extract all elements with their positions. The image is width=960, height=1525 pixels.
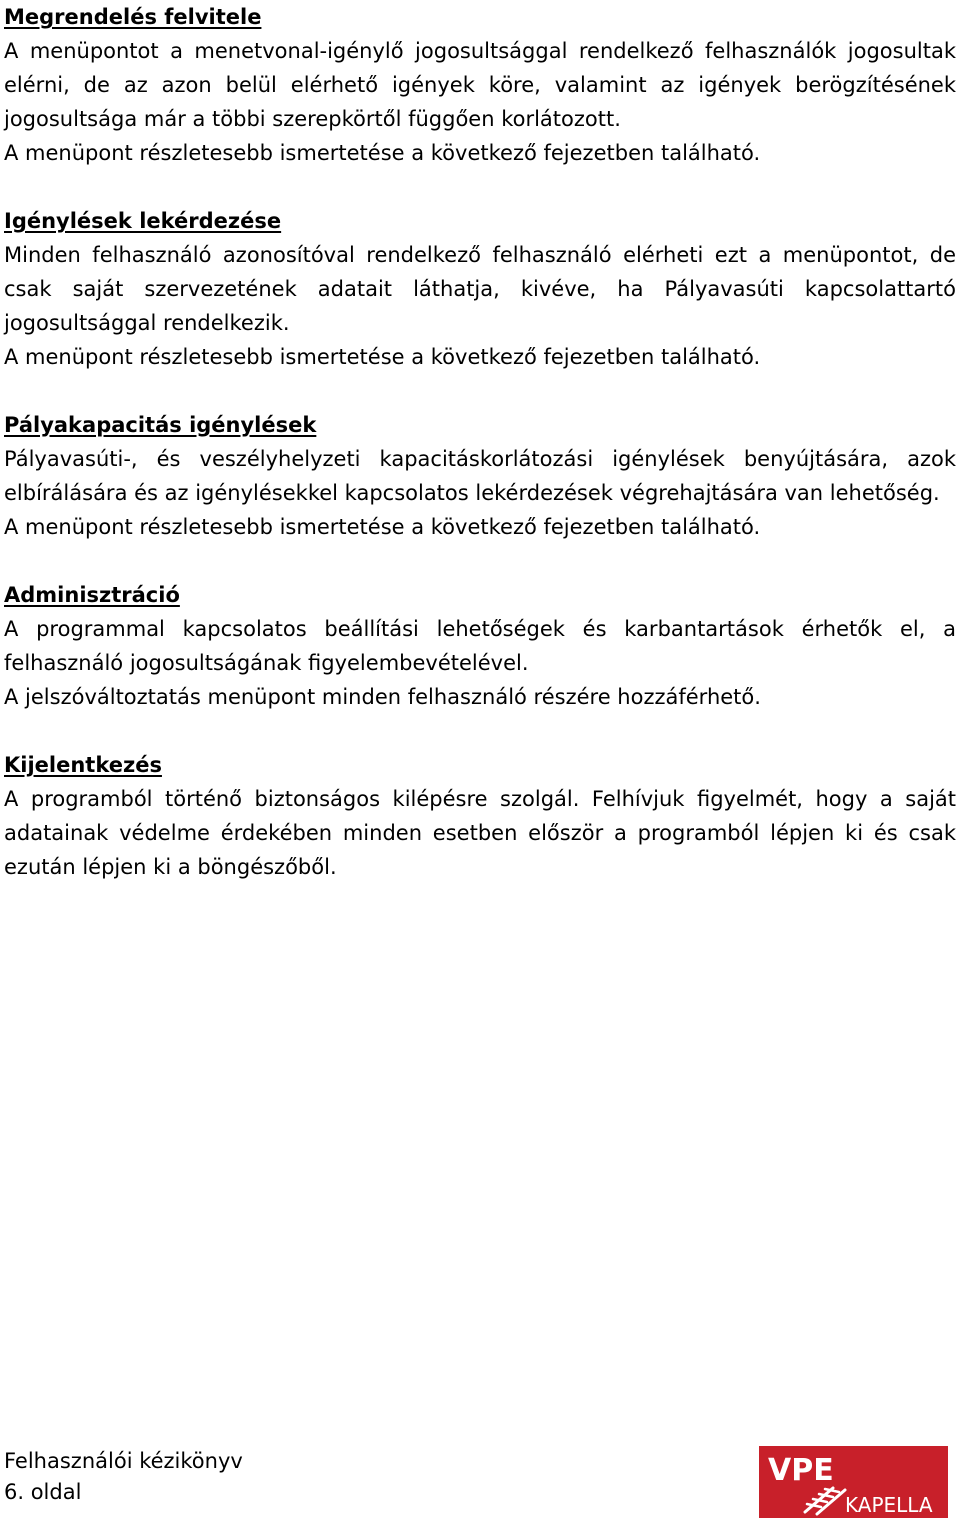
page-footer <box>4 1446 243 1508</box>
footer-document-title: Felhasználói kézikönyv <box>4 1449 243 1473</box>
logo-text-vpe: VPE <box>768 1453 834 1488</box>
section-paragraph: Minden felhasználó azonosítóval rendelkező felhasználó elérheti ezt a menüpontot, de csak saját szervezetének adatait láthatja, kivéve, ha Pályavasúti kapcsolattartó jogosultsággal rendelkezik. <box>4 243 956 335</box>
section-palyakapacitas-igenylesek <box>4 408 956 544</box>
footer-page-number: 6. oldal <box>4 1480 82 1504</box>
section-paragraph: A menüpontot a menetvonal-igénylő jogosultsággal rendelkező felhasználók jogosultak elérni, de az azon belül elérhető igények köre, valamint az igények berögzítésének jogosultsága már a többi szerepkörtől függően korlátozott. <box>4 39 956 131</box>
section-paragraph: A menüpont részletesebb ismertetése a következő fejezetben található. <box>4 345 761 369</box>
section-heading: Igénylések lekérdezése <box>4 209 282 233</box>
section-adminisztracio <box>4 578 956 714</box>
section-paragraph: A menüpont részletesebb ismertetése a következő fejezetben található. <box>4 515 761 539</box>
section-paragraph: A programból történő biztonságos kilépésre szolgál. Felhívjuk figyelmét, hogy a saját adatainak védelme érdekében minden esetben először a programból lépjen ki és csak ezután lépjen ki a böngészőből. <box>4 787 956 879</box>
section-igenylesek-lekerdezese <box>4 204 956 374</box>
section-paragraph: A menüpont részletesebb ismertetése a következő fejezetben található. <box>4 141 761 165</box>
document-body <box>4 0 956 918</box>
section-kijelentkezes <box>4 748 956 884</box>
section-paragraph: Pályavasúti-, és veszélyhelyzeti kapacitáskorlátozási igénylések benyújtására, azok elbírálására és az igénylésekkel kapcsolatos lekérdezések végrehajtására van lehetőség. <box>4 447 956 505</box>
section-heading: Kijelentkezés <box>4 753 162 777</box>
section-megrendeles-felvitele <box>4 0 956 170</box>
section-heading: Adminisztráció <box>4 583 180 607</box>
section-heading: Pályakapacitás igénylések <box>4 413 317 437</box>
vpe-kapella-logo <box>759 1446 948 1518</box>
section-heading: Megrendelés felvitele <box>4 5 262 29</box>
section-paragraph: A programmal kapcsolatos beállítási lehetőségek és karbantartások érhetők el, a felhasználó jogosultságának figyelembevételével. <box>4 617 956 675</box>
logo-text-kapella: KAPELLA <box>845 1493 933 1517</box>
section-paragraph: A jelszóváltoztatás menüpont minden felhasználó részére hozzáférhető. <box>4 685 761 709</box>
